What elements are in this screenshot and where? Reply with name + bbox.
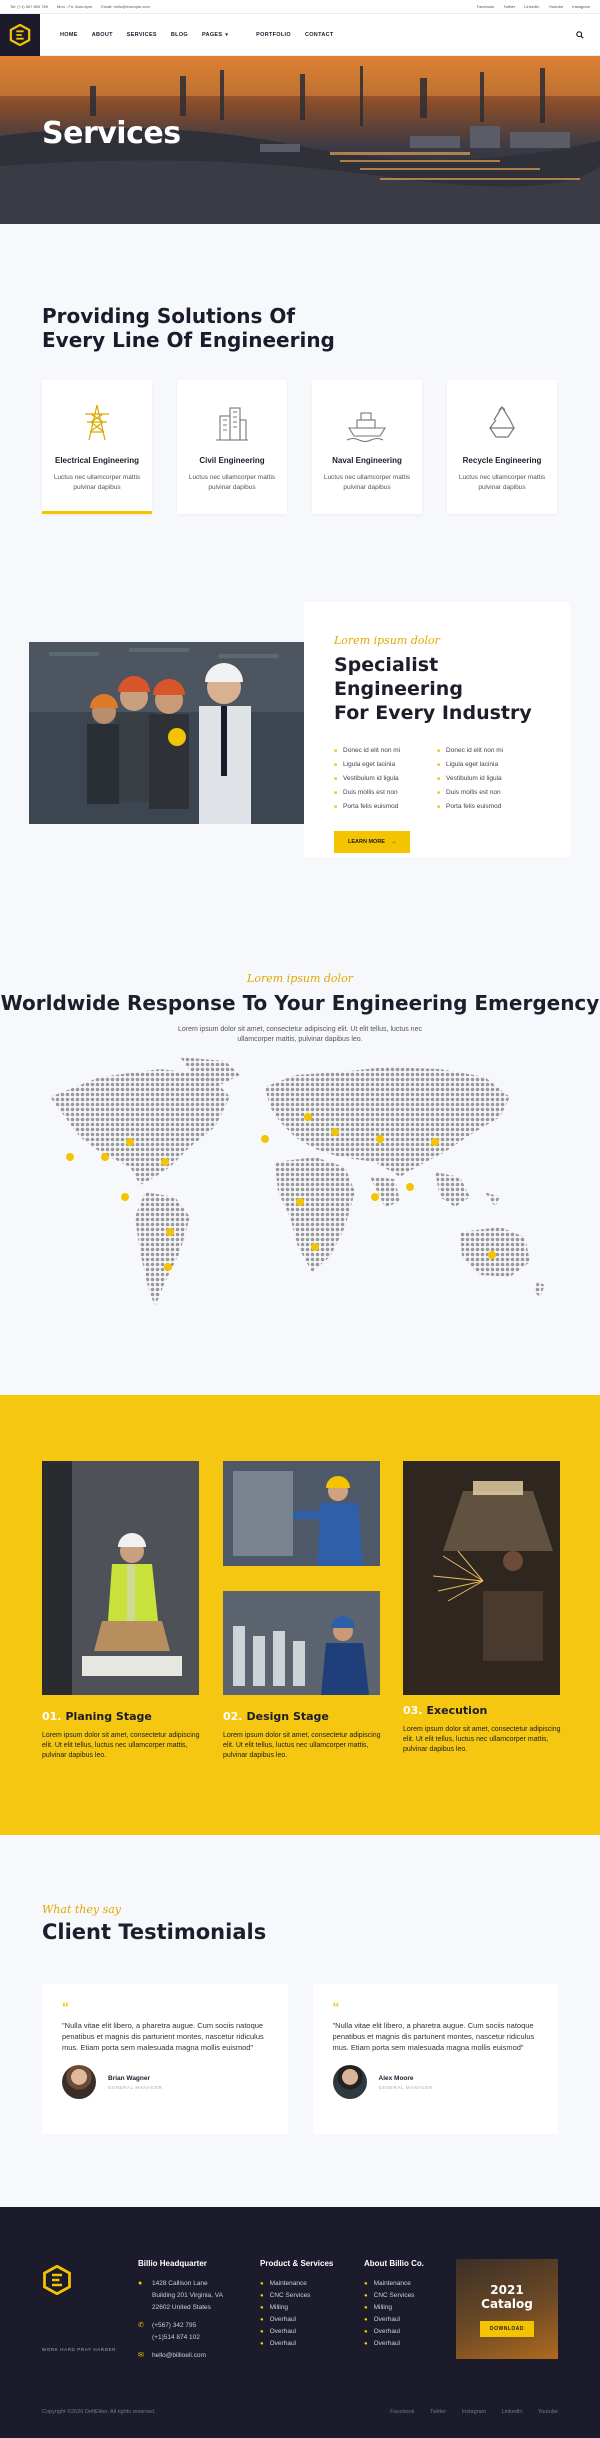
learn-more-button[interactable] bbox=[334, 831, 410, 853]
solutions-title-line1: Providing Solutions Of bbox=[42, 304, 296, 328]
footer-link[interactable] bbox=[260, 2326, 333, 2338]
design-photo-bottom bbox=[223, 1591, 380, 1695]
arrow-right-icon: → bbox=[390, 839, 397, 845]
process-step-planning bbox=[42, 1707, 200, 1761]
bullet-icon: ● bbox=[260, 2329, 264, 2335]
footer-link[interactable] bbox=[364, 2314, 424, 2326]
nav-pages[interactable] bbox=[202, 32, 242, 38]
testimonial-text: "Nulla vitae elit libero, a pharetra augue. Cum sociis natoque penatibus et magnis dis parturient montes, nascetur ridiculus mus. Etiam porta sem malesuada magna mollis euismod" bbox=[62, 2021, 264, 2052]
testimonial-author bbox=[62, 2065, 268, 2099]
top-social-facebook[interactable]: Facebook bbox=[476, 4, 495, 9]
footer-link-label: Overhaul bbox=[373, 2340, 400, 2347]
worldwide-section bbox=[0, 897, 600, 1395]
catalog-label: Catalog bbox=[481, 2297, 533, 2311]
footer-link-label: Maintenance bbox=[269, 2280, 307, 2287]
bullet-icon: ● bbox=[260, 2281, 264, 2287]
bullet-icon: ● bbox=[364, 2329, 368, 2335]
step-desc: Lorem ipsum dolor sit amet, consectetur adipiscing elit. Ut elit tellus, luctus nec ullamcorper mattis, pulvinar dapibus leo. bbox=[403, 1726, 561, 1753]
author-name: Alex Moore bbox=[378, 2074, 414, 2082]
top-social-twitter[interactable]: Twitter bbox=[503, 4, 516, 9]
catalog-year: 2021 bbox=[490, 2283, 524, 2297]
mail-icon: ✉ bbox=[138, 2352, 144, 2359]
site-footer bbox=[0, 2207, 600, 2438]
service-card-recycle[interactable] bbox=[447, 380, 557, 514]
footer-bottom bbox=[42, 2409, 558, 2415]
footer-email bbox=[138, 2350, 223, 2362]
step-title: Planing Stage bbox=[65, 1710, 152, 1723]
list-item: ■ Ligula eget lacinia bbox=[437, 761, 540, 768]
footer-link[interactable] bbox=[364, 2338, 424, 2350]
footer-link[interactable] bbox=[260, 2314, 333, 2326]
footer-social-linkedin[interactable]: LinkedIn bbox=[501, 2409, 523, 2415]
service-cards bbox=[42, 380, 558, 514]
footer-link-label: Maintenance bbox=[373, 2280, 411, 2287]
list-item: ■ Porta felis euismod bbox=[437, 803, 540, 810]
engineer-machine-illustration bbox=[223, 1461, 380, 1566]
engineers-photo bbox=[29, 642, 304, 824]
bullet-icon: ● bbox=[260, 2317, 264, 2323]
footer-about bbox=[364, 2259, 424, 2350]
avatar bbox=[333, 2065, 367, 2099]
specialist-title bbox=[334, 653, 540, 725]
testimonial-author bbox=[333, 2065, 539, 2099]
copyright: Copyright ©2020 DeftEliter. All rights reserved. bbox=[42, 2409, 156, 2415]
service-card-electrical[interactable] bbox=[42, 380, 152, 514]
top-social-instagram[interactable]: Instagram bbox=[572, 4, 590, 9]
bullet-list-left bbox=[334, 747, 437, 817]
chevron-down-icon: ▾ bbox=[225, 31, 229, 38]
avatar bbox=[62, 2065, 96, 2099]
ship-icon bbox=[345, 402, 389, 442]
power-tower-icon bbox=[77, 402, 117, 442]
specialist-section bbox=[0, 602, 600, 897]
page-title: Services bbox=[42, 116, 181, 151]
quote-icon: “ bbox=[62, 1999, 69, 2015]
map-desc: Lorem ipsum dolor sit amet, consectetur adipiscing elit. Ut elit tellus, luctus nec ullamcorper mattis, pulvinar dapibus leo. bbox=[178, 1026, 422, 1043]
bullet-icon: ● bbox=[364, 2305, 368, 2311]
catalog-title bbox=[456, 2283, 558, 2311]
top-bar-contact bbox=[10, 4, 158, 9]
card-title: Naval Engineering bbox=[332, 456, 402, 465]
list-item: ■ Ligula eget lacinia bbox=[334, 761, 437, 768]
footer-social-instagram[interactable]: Instagram bbox=[461, 2409, 487, 2415]
footer-link[interactable] bbox=[364, 2326, 424, 2338]
solutions-title bbox=[42, 304, 558, 352]
testimonials-section bbox=[0, 1835, 600, 2207]
card-desc: Luctus nec ullamcorper mattis pulvinar dapibus bbox=[188, 474, 276, 491]
footer-social-youtube[interactable]: Youtube bbox=[538, 2409, 558, 2415]
search-icon[interactable] bbox=[576, 31, 584, 39]
footer-link-label: CNC Services bbox=[373, 2292, 415, 2299]
top-phone: Tel: (+1) 567 890 789 bbox=[10, 4, 48, 9]
bullet-list-right bbox=[437, 747, 540, 817]
testimonials-title: Client Testimonials bbox=[42, 1920, 267, 1944]
specialist-bullets bbox=[334, 747, 540, 817]
footer-address bbox=[138, 2278, 223, 2314]
world-map bbox=[40, 1057, 560, 1347]
nav-blog[interactable]: BLOG bbox=[170, 31, 188, 38]
footer-link[interactable] bbox=[260, 2278, 333, 2290]
author-role: GENERAL MANAGER bbox=[378, 2084, 433, 2090]
dotted-world-map bbox=[40, 1057, 560, 1347]
footer-link[interactable] bbox=[260, 2338, 333, 2350]
address-line: 1428 Callison Lane bbox=[152, 2280, 208, 2287]
footer-phones bbox=[138, 2320, 223, 2344]
bullet-icon: ● bbox=[364, 2281, 368, 2287]
step-number: 03. bbox=[403, 1704, 423, 1717]
address-line: Building 201 Virginia, VA bbox=[152, 2292, 223, 2299]
footer-link-label: Overhaul bbox=[269, 2328, 296, 2335]
bullet-icon: ● bbox=[260, 2305, 264, 2311]
phone-line[interactable]: (+567) 342 795 bbox=[152, 2322, 197, 2329]
bullet-icon: ● bbox=[364, 2317, 368, 2323]
footer-link-label: Milling bbox=[373, 2304, 393, 2311]
footer-link[interactable] bbox=[364, 2302, 424, 2314]
testimonial-card bbox=[313, 1984, 559, 2134]
testimonials-eyebrow: What they say bbox=[42, 1903, 122, 1916]
testimonial-text: "Nulla vitae elit libero, a pharetra augue. Cum sociis natoque penatibus et magnis dis parturient montes, nascetur ridiculus mus. Etiam porta sem malesuada magna mollis euismod" bbox=[332, 2021, 535, 2052]
step-desc: Lorem ipsum dolor sit amet, consectetur adipiscing elit. Ut elit tellus, luctus nec ullamcorper mattis, pulvinar dapibus leo. bbox=[223, 1732, 381, 1759]
page-hero bbox=[0, 56, 600, 224]
footer-link-label: Overhaul bbox=[373, 2328, 400, 2335]
bullet-icon: ● bbox=[260, 2341, 264, 2347]
bullet-icon: ● bbox=[260, 2293, 264, 2299]
card-desc: Luctus nec ullamcorper mattis pulvinar dapibus bbox=[323, 474, 411, 491]
main-nav bbox=[60, 32, 576, 38]
bullet-icon: ● bbox=[364, 2341, 368, 2347]
top-social-youtube[interactable]: Youtube bbox=[548, 4, 564, 9]
worker-planning-illustration bbox=[42, 1461, 199, 1695]
quote-icon: “ bbox=[332, 1999, 340, 2015]
top-social-linkedin[interactable]: LinkedIn bbox=[524, 4, 540, 9]
catalog-download-button[interactable]: DOWNLOAD bbox=[480, 2321, 534, 2337]
step-title: Execution bbox=[426, 1704, 488, 1717]
design-photo-top bbox=[223, 1461, 380, 1566]
list-item: ■ Vestibulum id ligula bbox=[437, 775, 540, 782]
specialist-title-line2: For Every Industry bbox=[334, 702, 532, 724]
list-item: ■ Donec id elit non mi bbox=[437, 747, 540, 754]
footer-email-link[interactable]: hello@billioeli.com bbox=[152, 2352, 206, 2359]
footer-products bbox=[260, 2259, 333, 2350]
footer-link-label: Overhaul bbox=[269, 2316, 296, 2323]
nav-home[interactable]: HOME bbox=[60, 31, 78, 38]
top-bar bbox=[0, 0, 600, 14]
card-desc: Luctus nec ullamcorper mattis pulvinar dapibus bbox=[53, 474, 141, 491]
top-hours: Mon - Fri: 8am-6pm bbox=[57, 4, 93, 9]
service-card-naval[interactable] bbox=[312, 380, 422, 514]
process-section bbox=[0, 1395, 600, 1835]
phone-line[interactable]: (+1)514 874 102 bbox=[152, 2334, 200, 2341]
testimonial-card bbox=[42, 1984, 288, 2134]
specialist-content bbox=[304, 602, 570, 857]
footer-link[interactable] bbox=[260, 2302, 333, 2314]
list-item: ■ Duis mollis est non bbox=[334, 789, 437, 796]
solutions-title-line2: Every Line Of Engineering bbox=[42, 328, 335, 352]
nav-pages-label: PAGES bbox=[201, 31, 223, 38]
footer-social-links bbox=[376, 2409, 558, 2415]
testimonial-cards bbox=[42, 1984, 558, 2134]
footer-hq-title: Billio Headquarter bbox=[138, 2259, 207, 2268]
site-logo[interactable] bbox=[0, 14, 40, 56]
step-number: 02. bbox=[223, 1710, 243, 1723]
address-line: 22602 United States bbox=[152, 2304, 211, 2311]
specialist-title-line1: Specialist Engineering bbox=[334, 654, 463, 700]
bullet-icon: ● bbox=[364, 2293, 368, 2299]
nav-contact[interactable]: CONTACT bbox=[304, 31, 334, 38]
process-step-design bbox=[223, 1707, 381, 1761]
step-desc: Lorem ipsum dolor sit amet, consectetur adipiscing elit. Ut elit tellus, luctus nec ullamcorper mattis, pulvinar dapibus leo. bbox=[42, 1732, 200, 1759]
footer-headquarter bbox=[138, 2259, 223, 2362]
hexagon-logo-icon bbox=[9, 24, 31, 46]
nav-services[interactable]: SERVICES bbox=[126, 31, 157, 38]
planning-photo bbox=[42, 1461, 199, 1695]
footer-link-label: CNC Services bbox=[269, 2292, 311, 2299]
nav-about[interactable]: ABOUT bbox=[91, 31, 113, 38]
nav-portfolio[interactable]: PORTFOLIO bbox=[256, 31, 291, 38]
card-title: Electrical Engineering bbox=[54, 456, 140, 465]
recycle-icon bbox=[482, 402, 522, 442]
top-bar-social bbox=[469, 4, 590, 9]
footer-social-twitter[interactable]: Twitter bbox=[429, 2409, 447, 2415]
footer-link[interactable] bbox=[260, 2290, 333, 2302]
footer-logo-icon[interactable] bbox=[42, 2265, 72, 2295]
footer-link[interactable] bbox=[364, 2290, 424, 2302]
list-item: ■ Duis mollis est non bbox=[437, 789, 540, 796]
footer-link-label: Milling bbox=[269, 2304, 289, 2311]
catalog-promo bbox=[456, 2259, 558, 2359]
buildings-icon bbox=[212, 402, 252, 442]
service-card-civil[interactable] bbox=[177, 380, 287, 514]
list-item: ■ Vestibulum id ligula bbox=[334, 775, 437, 782]
process-step-execution bbox=[403, 1701, 561, 1755]
map-eyebrow: Lorem ipsum dolor bbox=[247, 972, 353, 985]
card-desc: Luctus nec ullamcorper mattis pulvinar dapibus bbox=[458, 474, 546, 491]
specialist-eyebrow: Lorem ipsum dolor bbox=[334, 634, 440, 647]
engineers-illustration bbox=[29, 642, 304, 824]
process-grid bbox=[42, 1461, 561, 1791]
list-item: ■ Donec id elit non mi bbox=[334, 747, 437, 754]
step-number: 01. bbox=[42, 1710, 62, 1723]
footer-link[interactable] bbox=[364, 2278, 424, 2290]
step-title: Design Stage bbox=[246, 1710, 329, 1723]
author-name: Brian Wagner bbox=[108, 2074, 151, 2082]
card-title: Recycle Engineering bbox=[462, 456, 542, 465]
main-header bbox=[0, 14, 600, 56]
footer-about-title: About Billio Co. bbox=[364, 2259, 424, 2268]
card-title: Civil Engineering bbox=[199, 456, 265, 465]
solutions-section bbox=[0, 224, 600, 602]
list-item: ■ Porta felis euismod bbox=[334, 803, 437, 810]
map-title: Worldwide Response To Your Engineering Emergency bbox=[0, 991, 600, 1015]
footer-link-label: Overhaul bbox=[269, 2340, 296, 2347]
top-email[interactable]: Email: hello@example.com bbox=[101, 4, 150, 9]
footer-products-title: Product & Services bbox=[260, 2259, 334, 2268]
footer-link-label: Overhaul bbox=[373, 2316, 400, 2323]
grinding-sparks-illustration bbox=[403, 1461, 560, 1695]
learn-more-label: LEARN MORE bbox=[348, 839, 385, 845]
author-role: GENERAL MANAGER bbox=[108, 2084, 163, 2090]
phone-icon: ✆ bbox=[138, 2322, 144, 2329]
location-pin-icon: ● bbox=[138, 2280, 143, 2287]
engineer-welding-illustration bbox=[223, 1591, 380, 1695]
execution-photo bbox=[403, 1461, 560, 1695]
footer-social-facebook[interactable]: Facebook bbox=[390, 2409, 415, 2415]
footer-slogan: WORK HARD PRAY HARDER bbox=[42, 2347, 116, 2352]
